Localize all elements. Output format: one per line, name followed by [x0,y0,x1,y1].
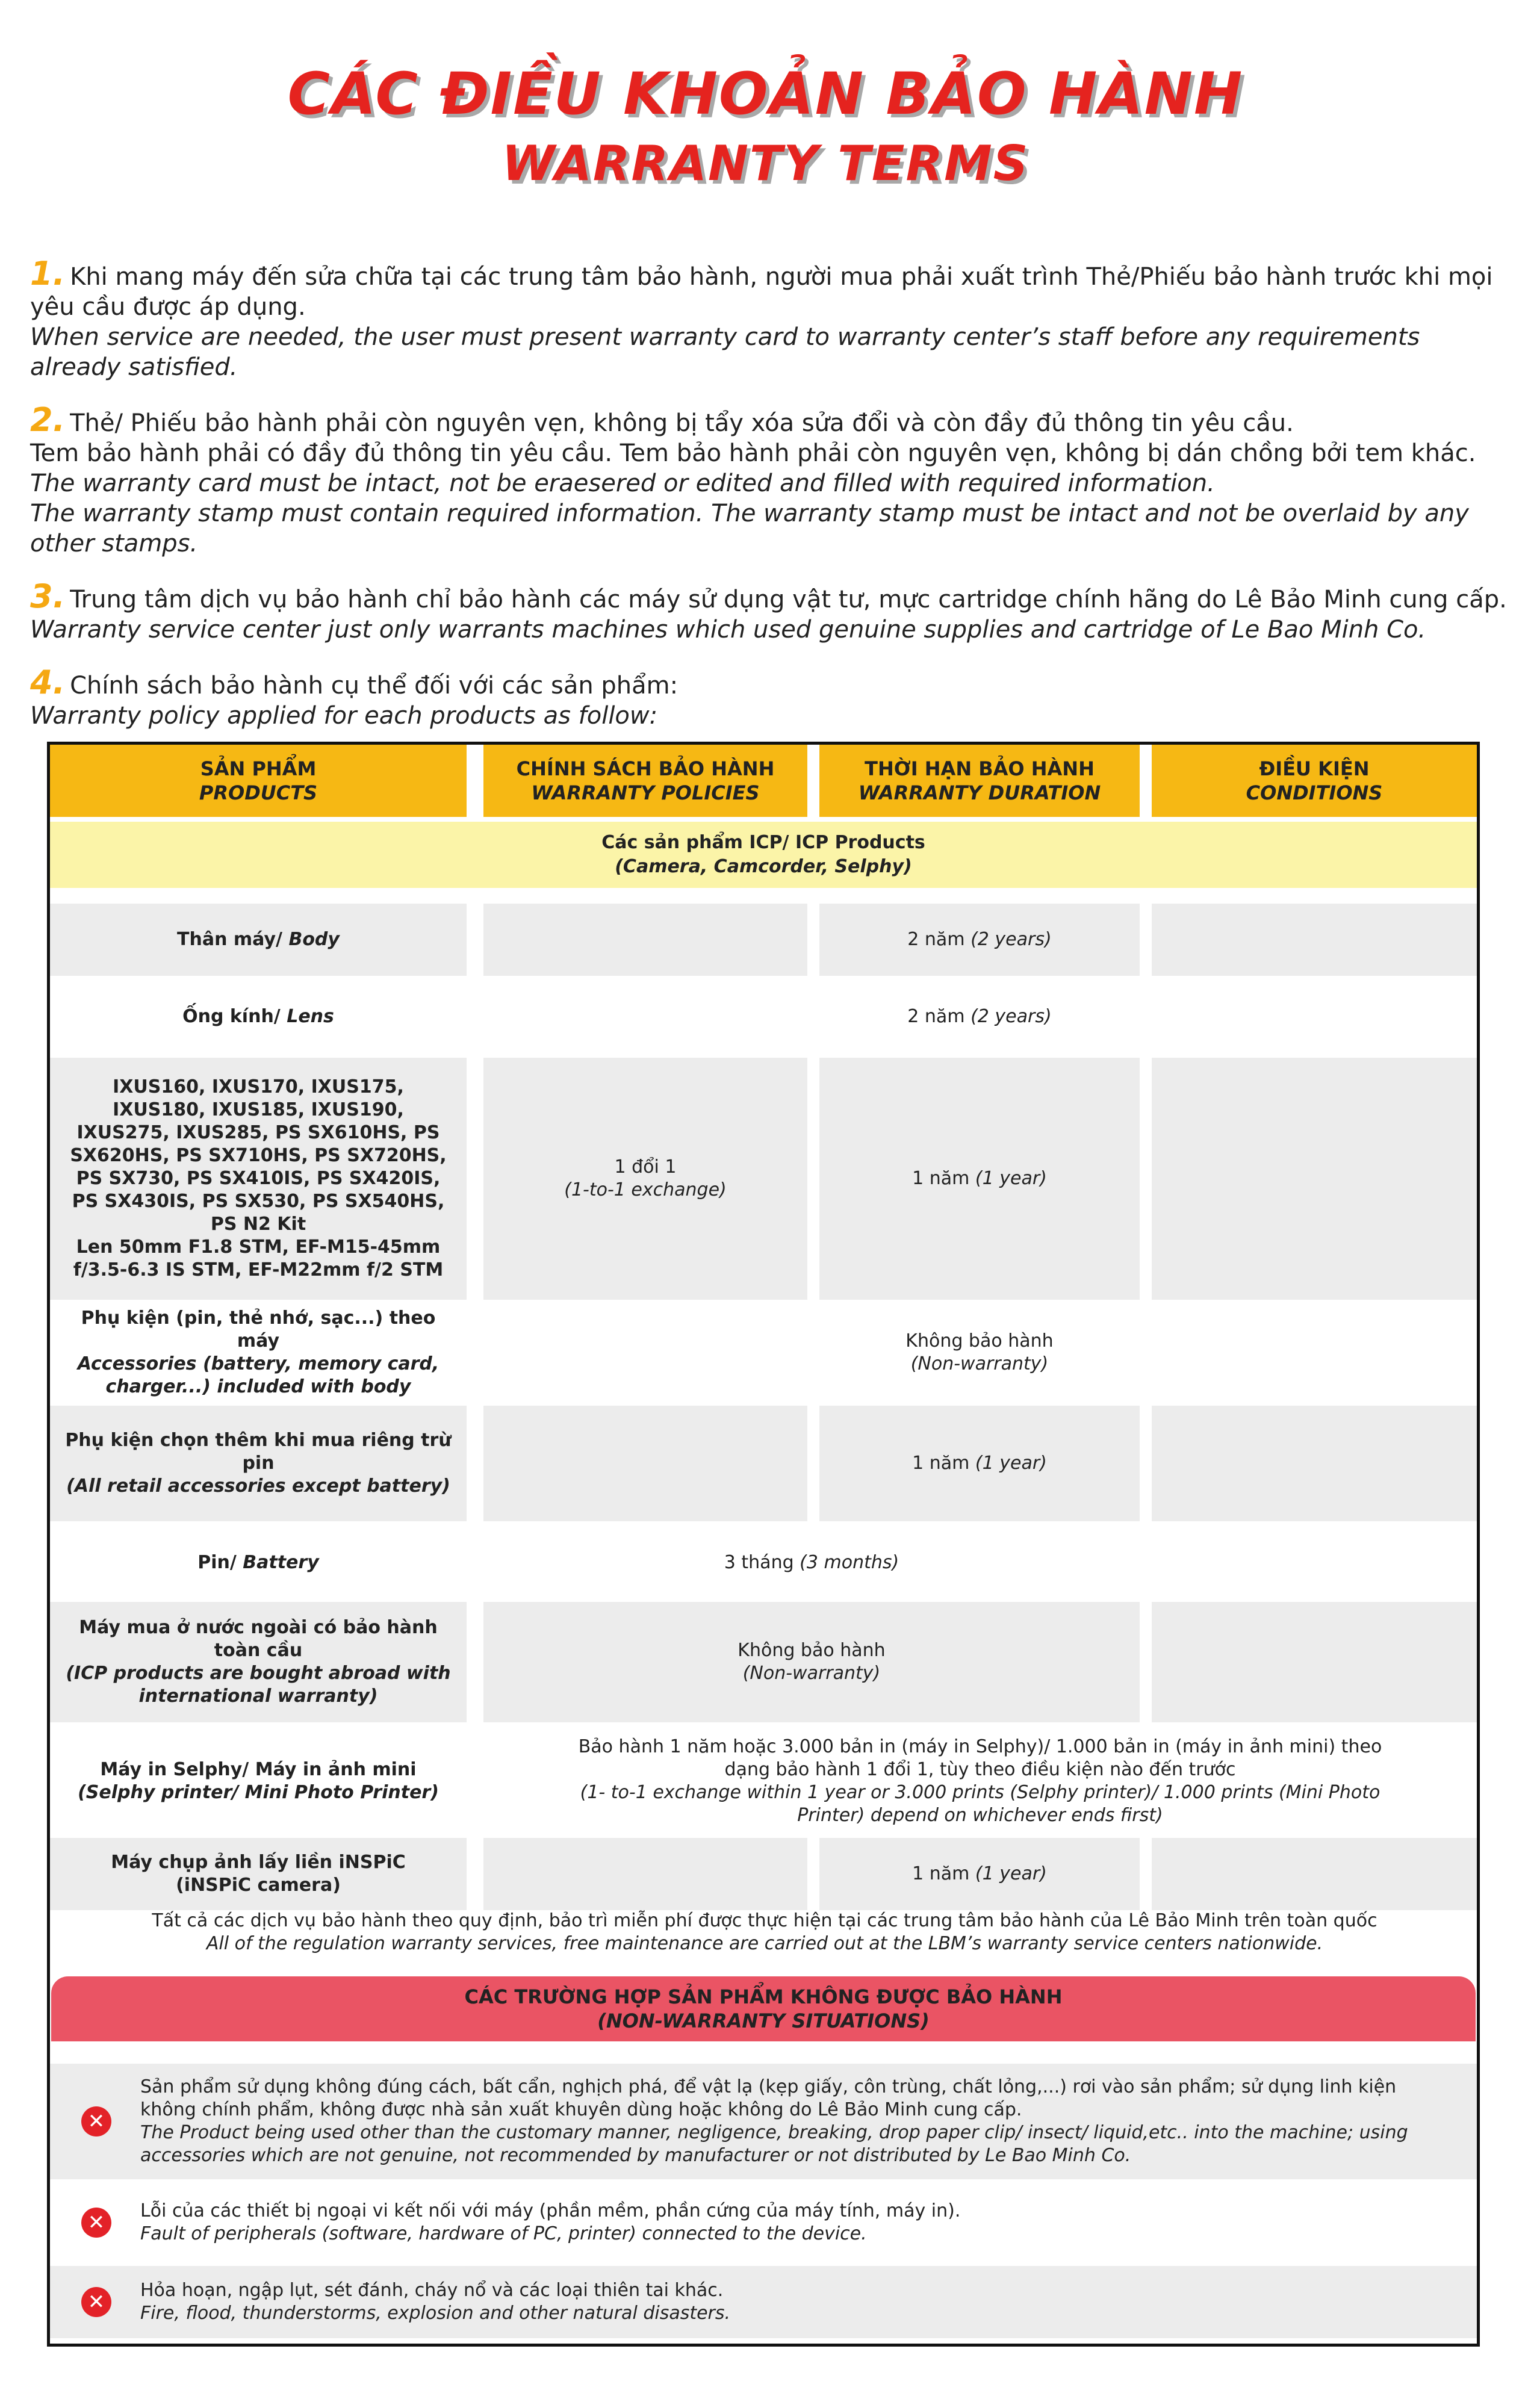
term-text-en-2: The warranty stamp must contain required information. The warranty stamp must be intact and not be overlaid by any other stamps. [30,500,1469,557]
item-text-vn: Hỏa hoạn, ngập lụt, sét đánh, cháy nổ và các loại thiên tai khác. [140,2280,724,2301]
header-label-vn: THỜI HẠN BẢO HÀNH [865,757,1095,780]
non-warranty-item [50,2184,1477,2261]
product-cell: Máy mua ở nước ngoài có bảo hành toàn cầu (ICP products are bought abroad with international warranty) [50,1602,467,1722]
duration-cell: 1 năm (1 year) [819,1058,1140,1300]
page-title: CÁC ĐIỀU KHOẢN BẢO HÀNH [287,60,1244,128]
product-cell: Máy chụp ảnh lấy liền iNSPiC (iNSPiC camera) [50,1838,467,1910]
product-cell: Phụ kiện chọn thêm khi mua riêng trừ pin (All retail accessories except battery) [50,1406,467,1521]
term-text-vn: Khi mang máy đến sửa chữa tại các trung tâm bảo hành, người mua phải xuất trình Thẻ/Phiếu bảo hành trước khi mọi yêu cầu được áp dụng. [30,263,1493,321]
footer-note-en: All of the regulation warranty services, free maintenance are carried out at the LBM’s warranty service centers nationwide. [206,1933,1323,1954]
product-cell: Pin/ Battery [197,1552,319,1573]
table-row-retail [50,1406,1477,1521]
product-cell: Ống kính/ Lens [182,1006,334,1027]
duration-cell: Không bảo hành (Non-warranty) [905,1330,1054,1374]
x-circle-icon: ✕ [81,2106,111,2136]
header-conditions [1152,745,1477,817]
term-text-vn: Thẻ/ Phiếu bảo hành phải còn nguyên vẹn, không bị tẩy xóa sửa đổi và còn đầy đủ thông tin yêu cầu. [70,409,1294,437]
non-warranty-section [47,1961,1480,2347]
term-number: 4. [30,663,66,701]
product-cell: Phụ kiện (pin, thẻ nhớ, sạc...) theo máy Accessories (battery, memory card, charger...) included with body [77,1308,439,1397]
table-row-inspic [50,1838,1477,1910]
x-circle-icon: ✕ [81,2208,111,2238]
header-products [50,745,467,817]
header-policies [483,745,807,817]
table-row-lens [50,981,1477,1053]
term-number: 3. [30,577,66,615]
non-warranty-item [50,2064,1477,2179]
term-text-vn-2: Tem bảo hành phải có đầy đủ thông tin yêu cầu. Tem bảo hành phải còn nguyên vẹn, không bị dán chồng bởi tem khác. [30,439,1476,467]
header-duration [819,745,1140,817]
duration-cell: 1 năm (1 year) [819,1406,1140,1521]
duration-cell: Không bảo hành (Non-warranty) [483,1602,1140,1722]
table-row-selphy [50,1727,1477,1835]
non-warranty-item [50,2266,1477,2338]
header-label-en: PRODUCTS [199,781,318,804]
duration-cell: 1 năm (1 year) [819,1838,1140,1910]
term-text-en: The warranty card must be intact, not be eraesered or edited and filled with required information. [30,470,1215,497]
product-cell: Thân máy/ Body [50,904,467,976]
item-text-vn: Lỗi của các thiết bị ngoại vi kết nối với máy (phần mềm, phần cứng của máy tính, máy in). [140,2200,961,2221]
term-text-vn: Chính sách bảo hành cụ thể đối với các sản phẩm: [70,672,679,700]
term-3 [30,577,1517,645]
policy-cell: 1 đổi 1 (1-to-1 exchange) [483,1058,807,1300]
header-label-en: WARRANTY POLICIES [531,781,760,804]
header-label-en: CONDITIONS [1246,781,1383,804]
non-warranty-header [51,1976,1476,2041]
policy-cell [483,1406,807,1521]
item-text-en: The Product being used other than the customary manner, negligence, breaking, drop paper clip/ insect/ liquid,etc.. into the machine; using accessories which are not genuine, not recommended by manufacturer or not distributed by Le Bao Minh Co. [140,2122,1408,2166]
term-2 [30,401,1517,559]
terms-list [30,255,1517,754]
term-text-en: When service are needed, the user must present warranty card to warranty center’s staff before any requirements already satisfied. [30,323,1420,381]
term-text-en: Warranty service center just only warrants machines which used genuine supplies and cartridge of Le Bao Minh Co. [30,616,1426,644]
header-label-vn: ĐIỀU KIỆN [1259,757,1370,780]
product-cell: Máy in Selphy/ Máy in ảnh mini (Selphy printer/ Mini Photo Printer) [78,1759,439,1803]
icp-products-band [50,822,1477,888]
table-row-abroad [50,1602,1477,1722]
page-subtitle: WARRANTY TERMS [502,135,1029,191]
term-number: 1. [30,255,66,293]
table-row-body [50,904,1477,976]
warranty-table [47,742,1480,1907]
header-label-vn: CHÍNH SÁCH BẢO HÀNH [516,757,775,780]
policy-cell [483,1838,807,1910]
conditions-cell [1152,1406,1477,1521]
conditions-cell [1152,1058,1477,1300]
duration-cell: 3 tháng (3 months) [724,1552,899,1573]
term-number: 2. [30,401,66,439]
non-warranty-header-vn: CÁC TRƯỜNG HỢP SẢN PHẨM KHÔNG ĐƯỢC BẢO HÀNH [464,1985,1063,2008]
duration-cell: 2 năm (2 years) [907,1006,1052,1027]
conditions-cell [1152,1838,1477,1910]
duration-cell: 2 năm (2 years) [819,904,1140,976]
non-warranty-header-en: (NON-WARRANTY SITUATIONS) [597,2009,930,2032]
group-label-en: (Camera, Camcorder, Selphy) [615,856,912,877]
group-label-vn: Các sản phẩm ICP/ ICP Products [601,832,925,853]
conditions-cell [1152,904,1477,976]
table-row-battery [50,1526,1477,1600]
header-label-en: WARRANTY DURATION [858,781,1101,804]
term-text-vn: Trung tâm dịch vụ bảo hành chỉ bảo hành các máy sử dụng vật tư, mực cartridge chính hãng do Lê Bảo Minh cung cấp. [70,586,1507,613]
x-circle-icon: ✕ [81,2287,111,2317]
item-text-en: Fire, flood, thunderstorms, explosion and other natural disasters. [140,2303,731,2324]
footer-note [54,1910,1475,1955]
term-4 [30,663,1517,731]
conditions-cell [1152,1602,1477,1722]
duration-cell: Bảo hành 1 năm hoặc 3.000 bản in (máy in Selphy)/ 1.000 bản in (máy in ảnh mini) theo dạng bảo hành 1 đổi 1, tùy theo điều kiện nào đến trước (1- to-1 exchange within 1 year or 3.000 prints (Selphy printer)/ 1.000 prints (Mini Photo Printer) depend on whichever ends first) [578,1736,1382,1826]
header-label-vn: SẢN PHẨM [200,757,317,780]
term-1 [30,255,1517,382]
term-text-en: Warranty policy applied for each products as follow: [30,702,658,730]
footer-note-vn: Tất cả các dịch vụ bảo hành theo quy định, bảo trì miễn phí được thực hiện tại các trung tâm bảo hành của Lê Bảo Minh trên toàn quốc [152,1910,1377,1931]
table-row-models [50,1058,1477,1300]
item-text-vn: Sản phẩm sử dụng không đúng cách, bất cẩn, nghịch phá, để vật lạ (kẹp giấy, côn trùng, chất lỏng,...) rơi vào sản phẩm; sử dụng linh kiện không chính phẩm, không được nhà sản xuất khuyên dùng hoặc không do Lê Bảo Minh cung cấp. [140,2076,1397,2120]
product-cell: IXUS160, IXUS170, IXUS175, IXUS180, IXUS185, IXUS190, IXUS275, IXUS285, PS SX610HS, PS SX620HS, PS SX710HS, PS SX720HS, PS SX730, PS SX410IS, PS SX420IS, PS SX430IS, PS SX530, PS SX540HS, PS N2 Kit Len 50mm F1.8 STM, EF-M15-45mm f/3.5-6.3 IS STM, EF-M22mm f/2 STM [50,1058,467,1300]
policy-cell [483,904,807,976]
item-text-en: Fault of peripherals (software, hardware of PC, printer) connected to the device. [140,2223,867,2244]
table-row-accessories [50,1305,1477,1401]
